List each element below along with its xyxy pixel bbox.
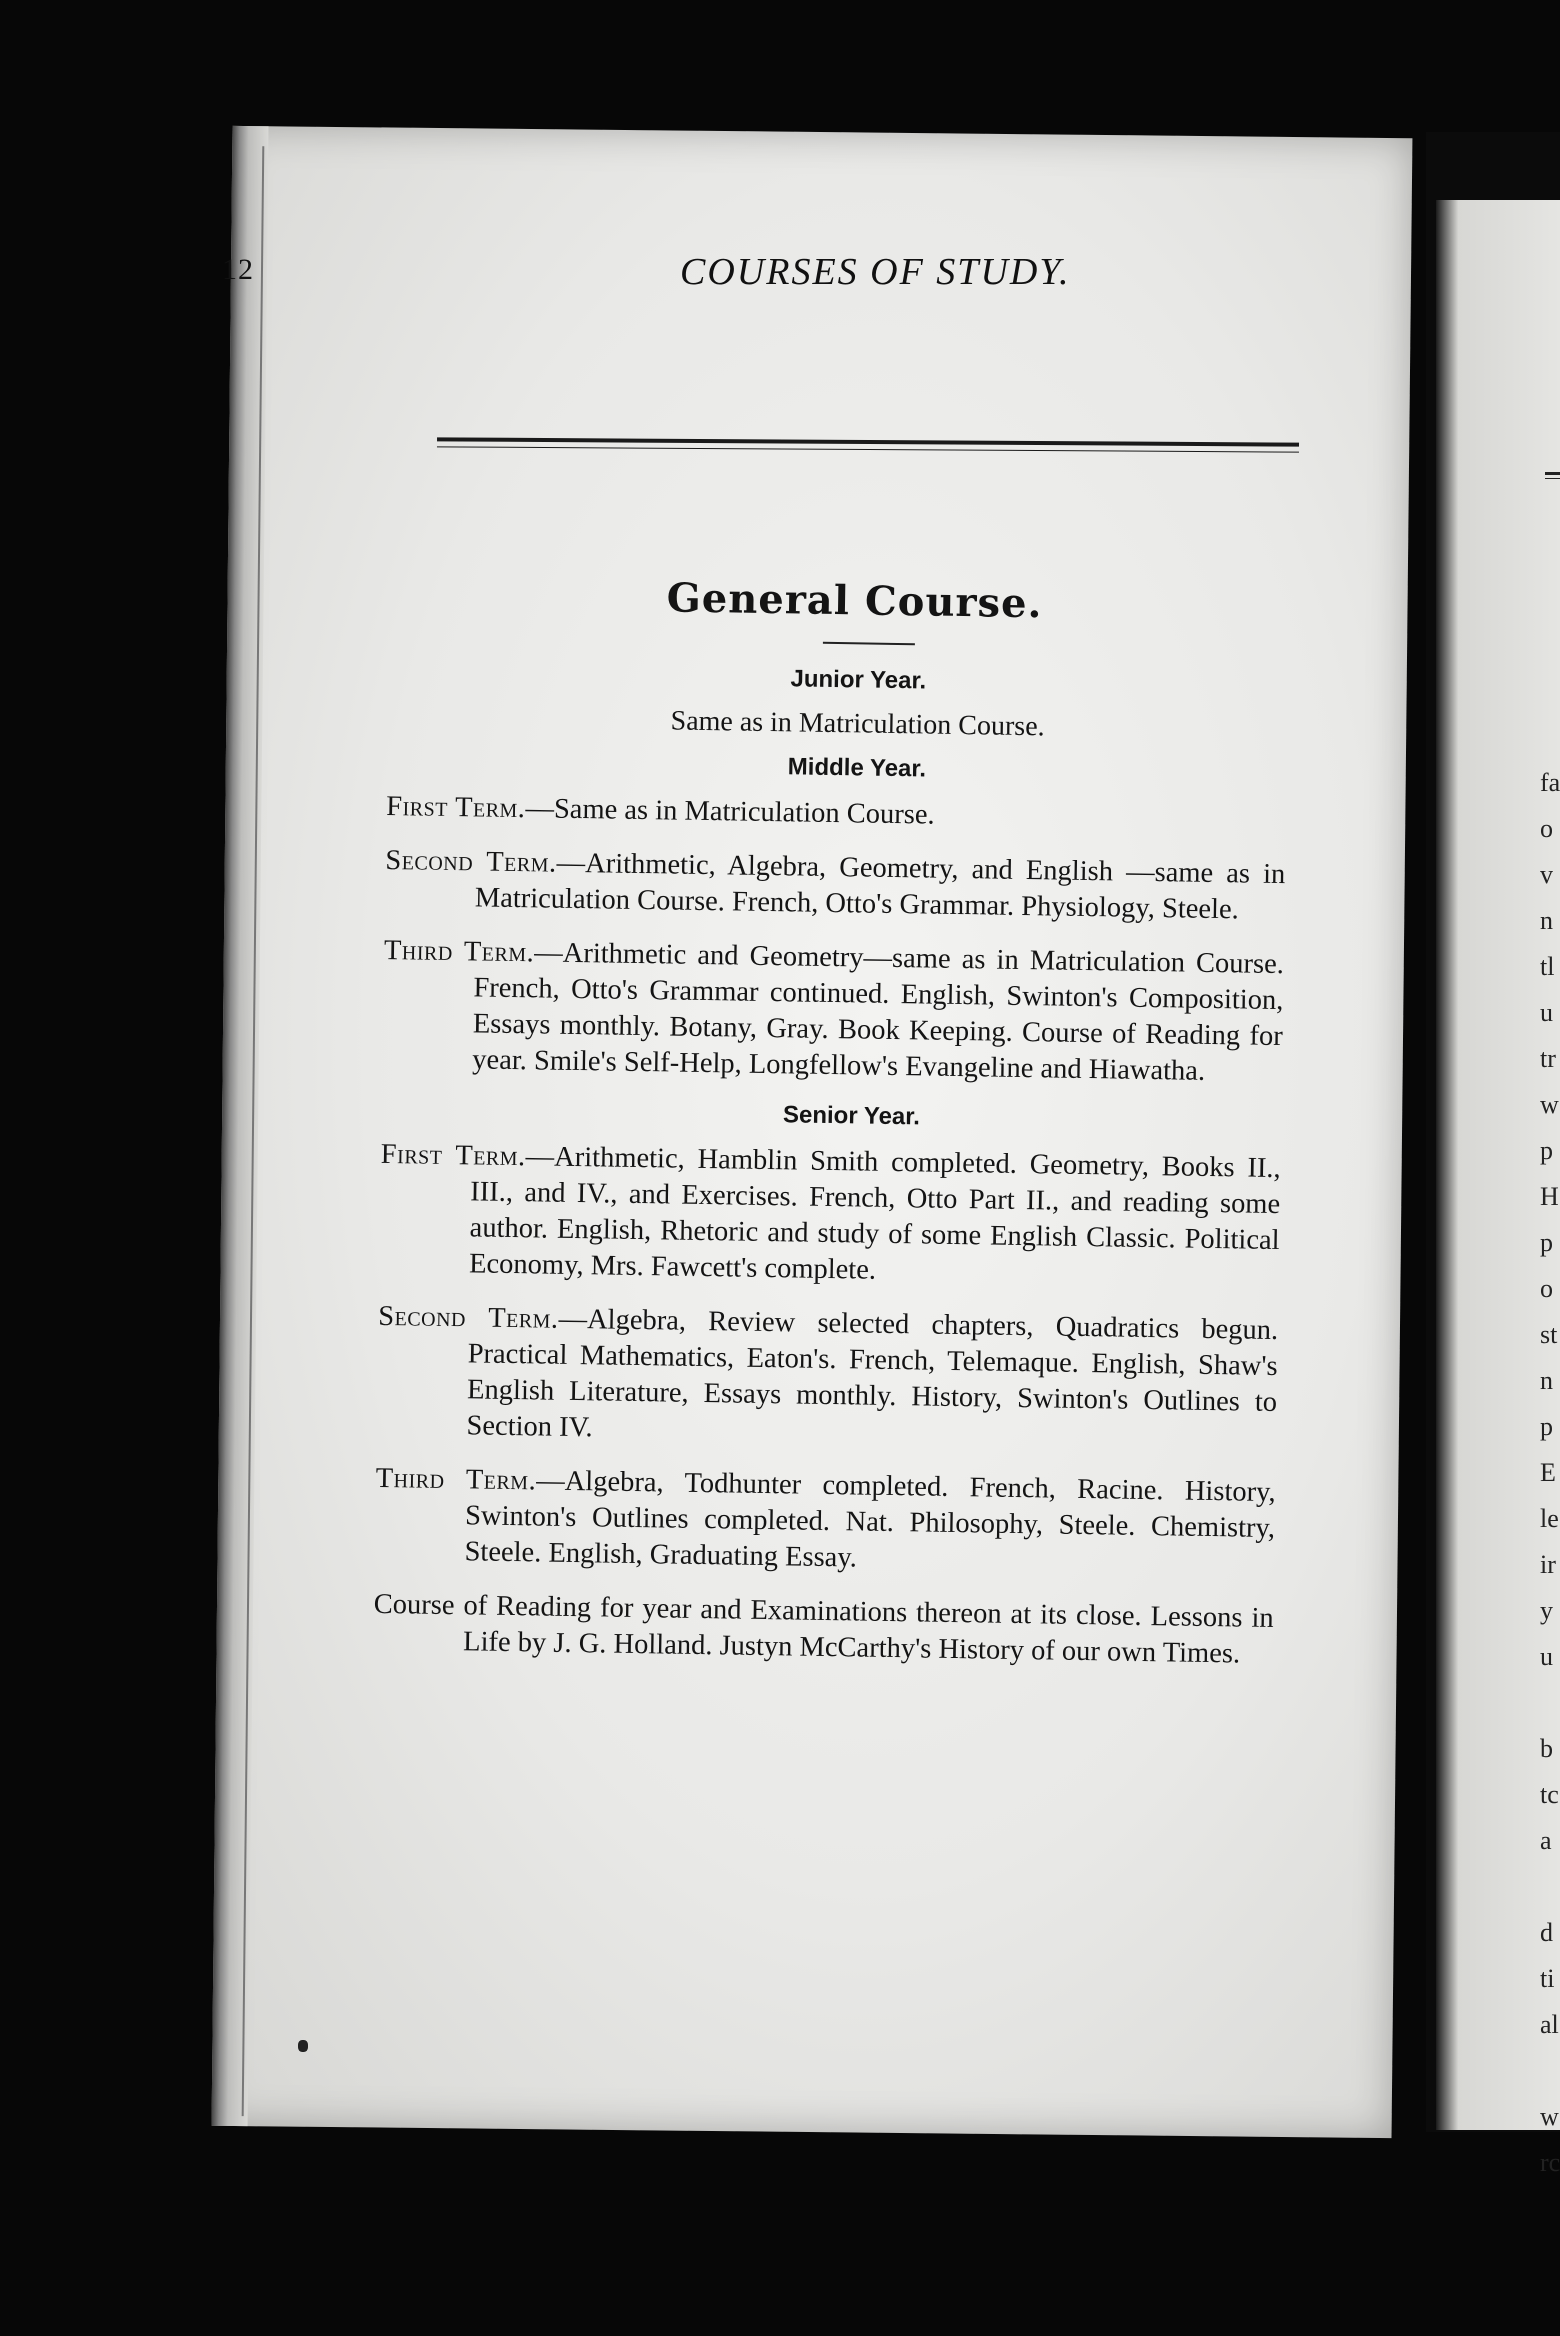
senior-second-term bbox=[376, 1299, 1278, 1457]
facing-page-fragment: u bbox=[1540, 1642, 1553, 1671]
middle-first-term bbox=[386, 789, 1286, 839]
term-label: First Term. bbox=[386, 790, 526, 825]
term-text: —Arithmetic, Hamblin Smith completed. Geometry, Books II., III., and IV., and Exercises. French, Otto Part II., and reading some author. English, Rhetoric and study of some English Classic. Political Economy, Mrs. Fawcett's complete. bbox=[468, 1141, 1281, 1286]
term-label: First Term. bbox=[380, 1138, 526, 1173]
facing-page-fragment: b bbox=[1540, 1734, 1553, 1763]
facing-page-fragment bbox=[1540, 1680, 1560, 1726]
facing-page-fragment: ti bbox=[1540, 1964, 1555, 1993]
facing-page-fragment: o bbox=[1540, 814, 1553, 843]
term-label: Second Term. bbox=[385, 844, 557, 879]
facing-page-fragment: H bbox=[1540, 1182, 1559, 1211]
facing-page-fragment: w bbox=[1540, 2102, 1559, 2131]
middle-second-term bbox=[385, 843, 1286, 929]
facing-page-fragment: p bbox=[1540, 1412, 1553, 1441]
facing-page-fragment: o bbox=[1540, 1274, 1553, 1303]
senior-first-term bbox=[379, 1137, 1281, 1295]
facing-page-fragment: tc bbox=[1540, 1780, 1559, 1809]
middle-year-heading: Middle Year. bbox=[787, 753, 927, 783]
facing-page-rule bbox=[1545, 472, 1560, 479]
term-label: Second Term. bbox=[378, 1300, 559, 1335]
term-text: —Arithmetic and Geometry—same as in Matriculation Course. French, Otto's Grammar continued. English, Swinton's Composition, Essays monthly. Botany, Gray. Book Keeping. Course of Reading for year. Smile's Self-Help, Longfellow's Evangeline and Hiawatha. bbox=[472, 937, 1285, 1087]
term-text: —Arithmetic, Algebra, Geometry, and English —same as in Matriculation Course. French, Otto's Grammar. Physiology, Steele. bbox=[474, 847, 1286, 926]
middle-third-term bbox=[382, 933, 1284, 1091]
course-heading: General Course. bbox=[666, 574, 1043, 628]
term-label: Third Term. bbox=[375, 1462, 537, 1497]
heading-rule bbox=[823, 642, 915, 645]
facing-page-fragment: le bbox=[1540, 1504, 1559, 1533]
facing-page-fragment: d bbox=[1540, 1918, 1553, 1947]
facing-page-fragment: tl bbox=[1540, 952, 1555, 981]
term-text: —Algebra, Review selected chapters, Quadratics begun. Practical Mathematics, Eaton's. French, Telemaque. English, Shaw's English Literature, Essays monthly. History, Swinton's Outlines to Section IV. bbox=[466, 1303, 1279, 1444]
facing-page-fragment: y bbox=[1540, 1596, 1553, 1625]
running-title: COURSES OF STUDY. bbox=[680, 251, 1071, 293]
facing-page-fragment: w bbox=[1540, 1090, 1559, 1119]
facing-page-fragment: st bbox=[1540, 1320, 1558, 1349]
junior-year-heading: Junior Year. bbox=[790, 665, 927, 695]
facing-page-text-fragments bbox=[1540, 760, 1560, 2186]
facing-page-fragment: ir bbox=[1540, 1550, 1556, 1579]
facing-page-fragment bbox=[1540, 2048, 1560, 2094]
page-body bbox=[373, 570, 1290, 1691]
facing-page-fragment: u bbox=[1540, 998, 1553, 1027]
facing-page-fragment: n bbox=[1540, 906, 1553, 935]
senior-third-term bbox=[374, 1461, 1276, 1583]
facing-page-fragment: fa bbox=[1540, 768, 1560, 797]
facing-page-fragment: p bbox=[1540, 1136, 1553, 1165]
reading-course-paragraph: Course of Reading for year and Examinations thereon at its close. Lessons in Life by J. G. Holland. Justyn McCarthy's History of our own Times. bbox=[373, 1588, 1274, 1670]
facing-page-fragment: a bbox=[1540, 1826, 1552, 1855]
facing-page-fragment: al bbox=[1540, 2010, 1559, 2039]
facing-page-fragment bbox=[1540, 1864, 1560, 1910]
facing-page-fragment: rc bbox=[1540, 2148, 1560, 2177]
facing-page-fragment: p bbox=[1540, 1228, 1553, 1257]
junior-year-text: Same as in Matriculation Course. bbox=[670, 705, 1045, 743]
facing-page-fragment: tr bbox=[1540, 1044, 1556, 1073]
page-number: 12 bbox=[222, 253, 254, 286]
senior-year-heading: Senior Year. bbox=[782, 1101, 921, 1131]
facing-page-fragment: E bbox=[1540, 1458, 1556, 1487]
facing-page-fragment: n bbox=[1540, 1366, 1553, 1395]
ink-speck bbox=[298, 2040, 308, 2052]
term-label: Third Term. bbox=[383, 934, 535, 969]
facing-page-fragment: v bbox=[1540, 860, 1553, 889]
term-text: —Algebra, Todhunter completed. French, Racine. History, Swinton's Outlines completed. Nat. Philosophy, Steele. Chemistry, Steele. English, Graduating Essay. bbox=[464, 1465, 1276, 1574]
term-text: —Same as in Matriculation Course. bbox=[525, 793, 935, 831]
